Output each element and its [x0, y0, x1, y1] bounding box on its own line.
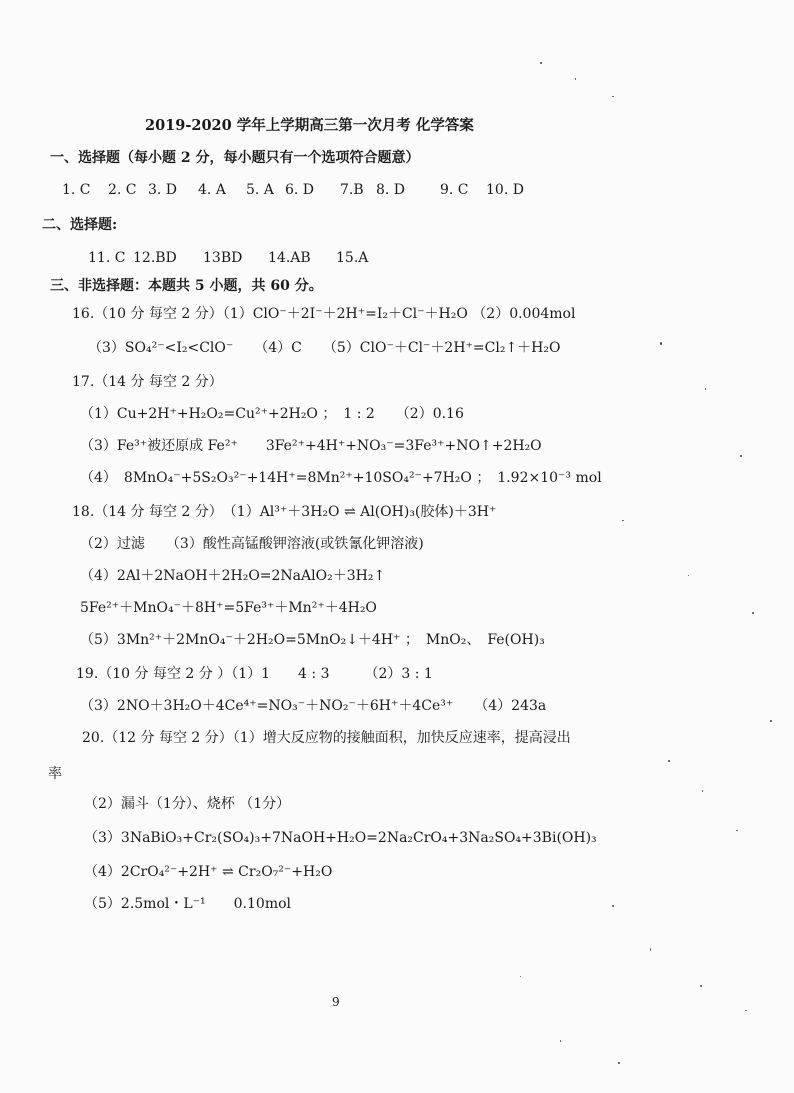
section-2-heading: 二、选择题:	[42, 217, 118, 233]
mc-answer: 12.BD	[133, 250, 177, 266]
q20-line-4: （4）2CrO₄²⁻+2H⁺ ⇌ Cr₂O₇²⁻+H₂O	[84, 864, 333, 880]
q18-line-5: （5）3Mn²⁺＋2MnO₄⁻＋2H₂O=5MnO₂↓＋4H⁺ ； MnO₂、 Fe(OH)₃	[80, 632, 545, 648]
q20-line-5: （5）2.5mol・L⁻¹ 0.10mol	[84, 896, 292, 912]
q19-line-2: （3）2NO＋3H₂O＋4Ce⁴⁺=NO₃⁻＋NO₂⁻＋6H⁺＋4Ce³⁺ （4）243a	[80, 698, 547, 714]
mc-answer: 2. C	[108, 182, 137, 198]
mc-answer: 15.A	[336, 250, 369, 266]
q17-line-2: （3）Fe³⁺被还原成 Fe²⁺ 3Fe²⁺+4H⁺+NO₃⁻=3Fe³⁺+NO↑+2H₂O	[80, 438, 542, 454]
q17-line-1: （1）Cu+2H⁺+H₂O₂=Cu²⁺+2H₂O ； 1 : 2 （2）0.16	[80, 406, 464, 422]
section-3-heading: 三、非选择题：本题共 5 小题，共 60 分。	[50, 278, 323, 294]
q20-line-1-wrap: 率	[48, 766, 62, 782]
mc-answer: 5. A	[246, 182, 274, 198]
section-1-heading: 一、选择题（每小题 2 分，每小题只有一个选项符合题意）	[50, 150, 420, 166]
q18-line-3: （4）2Al＋2NaOH＋2H₂O=2NaAlO₂＋3H₂↑	[80, 568, 386, 584]
mc-answer: 13BD	[203, 250, 243, 266]
mc-answer: 9. C	[440, 182, 469, 198]
mc-answer: 1. C	[62, 182, 91, 198]
mc-answer: 3. D	[148, 182, 178, 198]
mc-answer: 6. D	[285, 182, 315, 198]
q18-line-2: （2）过滤 （3）酸性高锰酸钾溶液(或铁氰化钾溶液)	[80, 536, 424, 552]
mc-answer: 11. C	[88, 250, 126, 266]
q17-heading: 17.（14 分 每空 2 分）	[72, 374, 223, 390]
q20-line-3: （3）3NaBiO₃+Cr₂(SO₄)₃+7NaOH+H₂O=2Na₂CrO₄+3Na₂SO₄+3Bi(OH)₃	[84, 830, 597, 846]
mc-answer: 10. D	[486, 182, 524, 198]
q18-line-4: 5Fe²⁺＋MnO₄⁻＋8H⁺=5Fe³⁺＋Mn²⁺＋4H₂O	[80, 600, 377, 616]
mc-answer: 4. A	[198, 182, 226, 198]
mc-answer: 7.B	[340, 182, 364, 198]
q18-line-1: 18.（14 分 每空 2 分） （1）Al³⁺＋3H₂O ⇌ Al(OH)₃(胶体)＋3H⁺	[72, 504, 497, 520]
page-number: 9	[332, 995, 340, 1009]
q17-line-3: （4） 8MnO₄⁻+5S₂O₃²⁻+14H⁺=8Mn²⁺+10SO₄²⁻+7H₂O ； 1.92×10⁻³ mol	[80, 470, 602, 486]
q20-line-2: （2）漏斗（1分）、烧杯 （1分）	[84, 796, 291, 812]
q16-line-1: 16.（10 分 每空 2 分）（1）ClO⁻＋2I⁻＋2H⁺=I₂＋Cl⁻＋H₂O （2）0.004mol	[72, 306, 576, 322]
q16-line-2: （3）SO₄²⁻<I₂<ClO⁻ （4）C （5）ClO⁻＋Cl⁻＋2H⁺=Cl₂↑＋H₂O	[88, 340, 561, 356]
q20-line-1: 20.（12 分 每空 2 分）（1）增大反应物的接触面积，加快反应速率，提高浸出	[82, 730, 571, 746]
mc-answer: 14.AB	[268, 250, 311, 266]
q19-line-1: 19.（10 分 每空 2 分 ）（1）1 4 : 3 （2）3 : 1	[76, 666, 433, 682]
page-title: 2019-2020 学年上学期高三第一次月考 化学答案	[145, 117, 474, 134]
mc-answer: 8. D	[376, 182, 406, 198]
